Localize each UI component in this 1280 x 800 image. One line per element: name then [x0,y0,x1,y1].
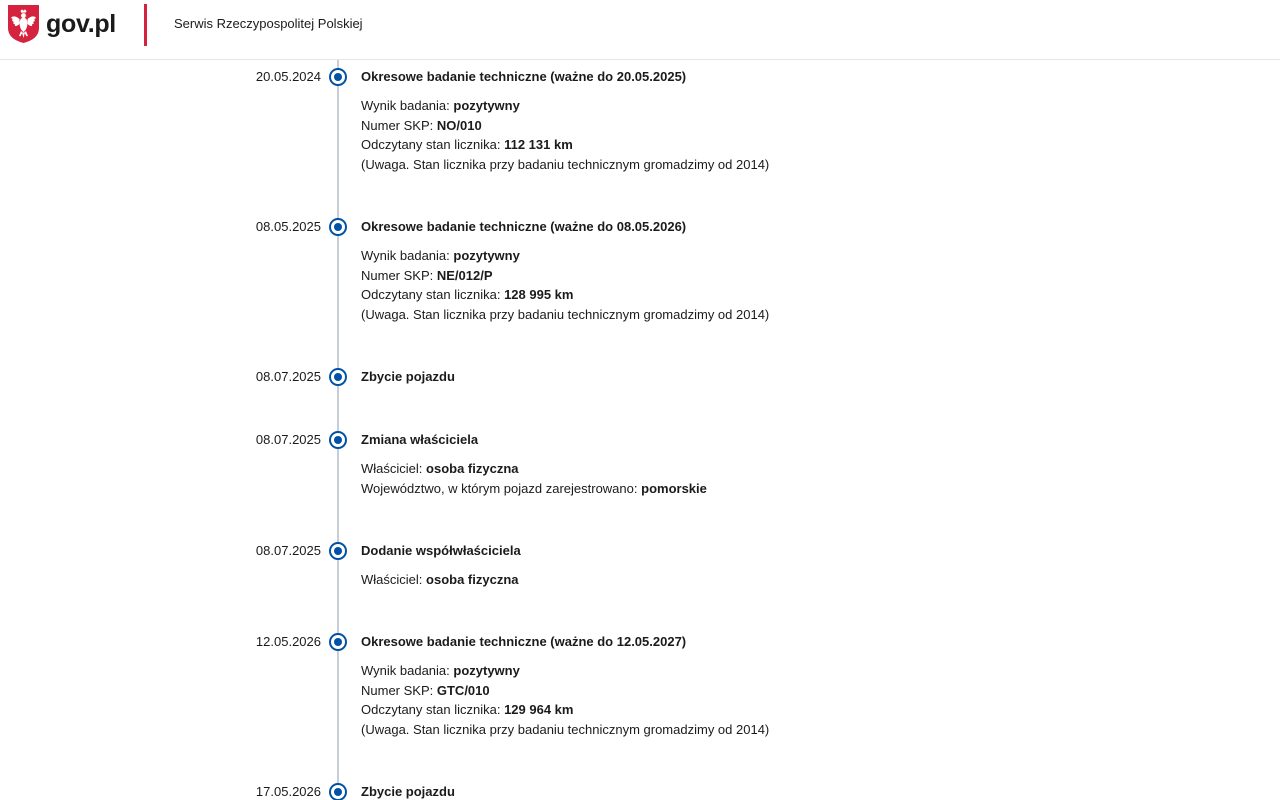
inspection-result-label: Wynik badania: [361,98,450,113]
skp-number-value: GTC/010 [436,682,490,698]
odometer-label: Odczytany stan licznika: [361,137,501,152]
event-date: 08.05.2025 [255,219,321,234]
voivodeship-row [361,479,707,499]
owner-value: osoba fizyczna [426,461,519,476]
timeline-dot-icon [329,68,347,86]
odometer-label: Odczytany stan licznika: [361,287,501,302]
timeline-dot-icon [329,783,347,800]
timeline-dot-icon [329,431,347,449]
odometer-row [361,285,769,305]
timeline-line [337,60,339,800]
owner-label: Właściciel: [361,461,423,476]
voivodeship-label: Województwo, w którym pojazd zarejestrowano: [361,480,638,496]
event-title: Dodanie współwłaściciela [361,543,521,558]
skp-number-label: Numer SKP: [361,117,434,133]
skp-number-value: NO/010 [436,117,482,133]
event-date: 12.05.2026 [255,634,321,649]
inspection-result-value: pozytywny [453,663,520,678]
event-title: Okresowe badanie techniczne (ważne do 20.05.2025) [361,69,687,84]
event-title: Okresowe badanie techniczne (ważne do 12.05.2027) [361,634,687,649]
owner-row [361,570,519,590]
event-date: 08.07.2025 [255,543,321,558]
timeline-dot-icon [329,218,347,236]
event-details [361,661,769,739]
odometer-value: 129 964 km [504,702,574,717]
odometer-row [361,700,769,720]
owner-value: osoba fizyczna [426,572,519,587]
logo-text: gov.pl [46,9,116,38]
event-details [361,570,519,590]
odometer-note: (Uwaga. Stan licznika przy badaniu technicznym gromadzimy od 2014) [361,721,770,737]
odometer-value: 112 131 km [504,137,573,152]
odometer-label: Odczytany stan licznika: [361,702,501,717]
polish-eagle-emblem-icon [7,4,40,44]
govpl-logo-link[interactable] [7,4,116,44]
service-name: Serwis Rzeczypospolitej Polskiej [174,16,363,31]
event-title: Zmiana właściciela [361,432,479,447]
skp-number-label: Numer SKP: [361,267,434,283]
event-date: 17.05.2026 [255,784,321,799]
odometer-note: (Uwaga. Stan licznika przy badaniu technicznym gromadzimy od 2014) [361,306,770,322]
event-details [361,96,769,174]
event-title: Zbycie pojazdu [361,369,455,384]
skp-number-row [361,266,769,286]
header-divider [144,4,147,46]
inspection-result-label: Wynik badania: [361,248,450,263]
event-date: 08.07.2025 [255,369,321,384]
top-header [0,0,1280,60]
voivodeship-value: pomorskie [641,480,707,496]
inspection-result-value: pozytywny [453,248,520,263]
inspection-result-row [361,661,769,681]
event-details [361,246,769,324]
event-details [361,459,707,498]
odometer-note: (Uwaga. Stan licznika przy badaniu technicznym gromadzimy od 2014) [361,156,770,172]
timeline-dot-icon [329,633,347,651]
timeline-dot-icon [329,542,347,560]
skp-number-value: NE/012/P [436,267,493,283]
inspection-result-label: Wynik badania: [361,663,450,678]
skp-number-row [361,116,769,136]
inspection-result-row [361,96,769,116]
odometer-value: 128 995 km [504,287,574,302]
skp-number-row [361,681,769,701]
event-title: Zbycie pojazdu [361,784,455,799]
owner-row [361,459,707,479]
skp-number-label: Numer SKP: [361,682,434,698]
event-title: Okresowe badanie techniczne (ważne do 08.05.2026) [361,219,687,234]
vehicle-history-timeline [0,60,1280,800]
odometer-row [361,135,769,155]
inspection-result-value: pozytywny [453,98,520,113]
owner-label: Właściciel: [361,572,423,587]
event-date: 08.07.2025 [255,432,321,447]
event-date: 20.05.2024 [255,69,321,84]
inspection-result-row [361,246,769,266]
timeline-dot-icon [329,368,347,386]
